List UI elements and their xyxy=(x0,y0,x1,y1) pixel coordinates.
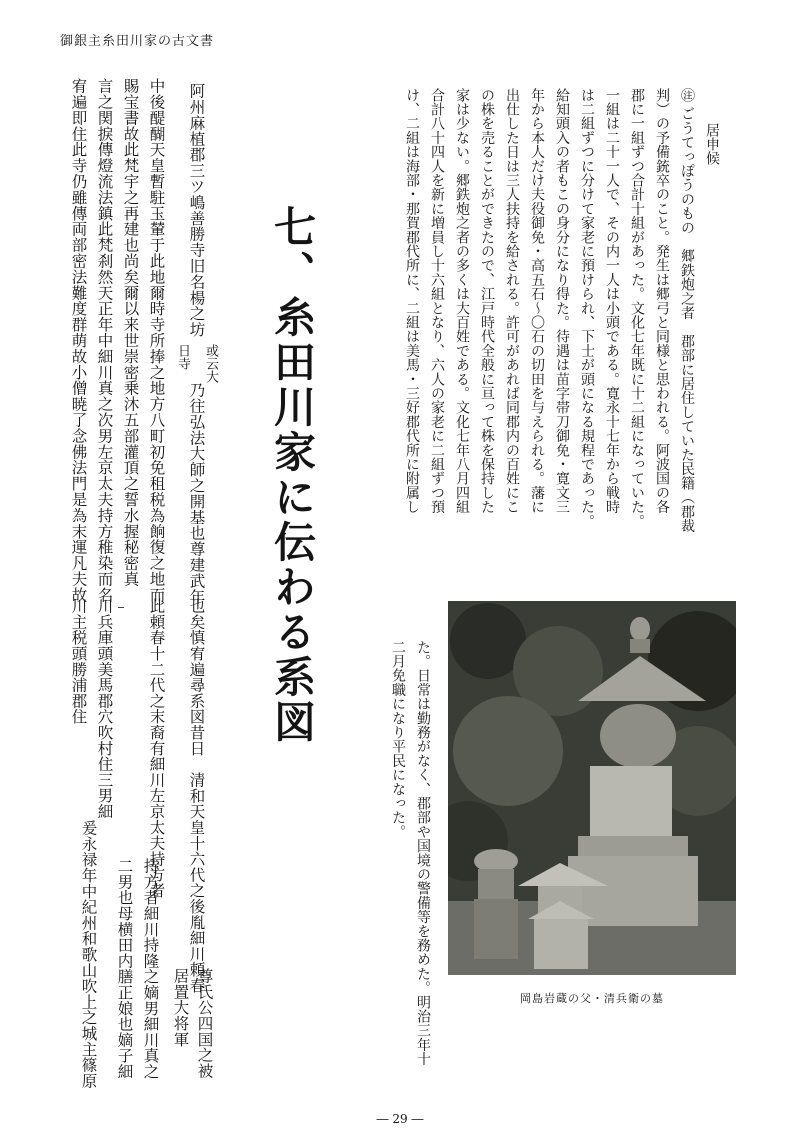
note-col-9: 出仕した日は三人扶持を給される。許可があれば同郡内の百姓にこ xyxy=(504,88,520,514)
note-col-2: ㊟ ごうてっぽうのもの 郷鉄炮之者 郡部に居住していた民籍（郡裁 xyxy=(679,88,695,533)
running-header: 御銀主糸田川家の古文書 xyxy=(60,34,215,49)
genealogy-col-1a: 也矣慎宥遍尋系図昔日 xyxy=(187,598,206,756)
kanbun-col-4: 言之関捩傳燈流法鎮此梵刹然天正年中細川真之次男左京太夫持方稚染而名 xyxy=(95,78,114,603)
genealogy-col-2b: 居置大将軍 xyxy=(171,968,190,1047)
photo-caption: 岡島岩蔵の父・清兵衛の墓 xyxy=(520,992,664,1005)
note-col-11: 家は少ない。郷鉄炮之者の多くは大百姓である。文化七年八月四組 xyxy=(454,88,470,514)
kanbun-col-1-note-a: 或云大 xyxy=(203,344,218,383)
kanbun-col-3: 賜宝書故此梵宇之再建也尚矣爾以来世崇密乗沐五部灌頂之誓水握秘密真 xyxy=(121,78,140,587)
note-col-14: た。日常は勤務がなく、郡部や国境の警備等を務めた。明治三年十 xyxy=(415,640,431,1066)
grave-illustration xyxy=(448,601,736,975)
page-number: ― 29 ― xyxy=(376,1112,424,1126)
kanbun-col-1-top: 阿州麻植郡三ツ嶋善勝寺旧名楊之坊 xyxy=(187,83,206,338)
genealogy-col-4b: 二男也母横田内膳正娘也嫡子細 xyxy=(115,858,134,1080)
genealogy-col-2a: 此頼春十二代之末裔有細川左京太夫持方者 xyxy=(147,598,166,899)
note-col-12: 合計八十四人を新に増員し十六組となり、六人の家老に二組ずつ預 xyxy=(429,88,445,514)
note-col-10: の株を売ることができたので、江戸時代全般に亘って株を保持した xyxy=(479,88,495,514)
genealogy-col-1c: 尊氏公四国之被 xyxy=(195,968,214,1079)
note-col-5: 一組は二十一人で、その内一人は小頭である。寛永十七年から戦時 xyxy=(604,88,620,514)
note-col-6: は二組ずつに分けて家老に預けられ、下士が頭になる規程であった。 xyxy=(579,88,595,529)
genealogy-col-4a: 川兵庫頭美馬郡穴吹村住三男細 xyxy=(95,598,114,820)
kanbun-col-5: 宥遍即住此寺仍雖傳両部密法難度群萌故小僧暁了念佛法門是為末運凡夫故 xyxy=(69,78,88,603)
note-col-13: け、二組は海部・那賀郡代所に、二組は美馬・三好郡代所に附属し xyxy=(404,88,420,514)
note-col-7: 給知頭入の者もこの身分になり得た。待遇は苗字帯刀御免・寛文三 xyxy=(554,88,570,514)
note-col-3: 判）の予備銃卒のこと。発生は郷弓と同様と思われる。阿波国の各 xyxy=(654,88,670,514)
note-col-15: 二月免職になり平民になった。 xyxy=(390,640,406,839)
kanbun-col-2: 中後醍醐天皇暫駐玉輦于此地爾時寺所捧之地方八町初免租税為餉復之地而 xyxy=(147,78,166,603)
kanbun-col-1-note-b: 日寺 xyxy=(175,344,190,370)
kanbun-col-1-rest: 乃往弘法大師之開基也尊建武年 xyxy=(187,382,206,605)
genealogy-col-3a: 持方者細川持隆之嫡男細川真之 xyxy=(141,858,160,1080)
note-col-4: 郡に一組ずつ合計十組があった。文化七年既に十二組になっていた。 xyxy=(629,88,645,529)
note-col-1: 居申候 xyxy=(704,123,720,166)
note-col-8: 年から本人だけ夫役御免・高五石〜〇石の切田を与えられる。藩に xyxy=(529,88,545,514)
genealogy-connector xyxy=(118,607,124,608)
grave-photo xyxy=(448,601,736,975)
genealogy-col-5a: 川主税頭勝浦郡住 xyxy=(69,598,88,725)
genealogy-col-6a: 爰永禄年中紀州和歌山吹上之城主篠原 xyxy=(79,820,98,1089)
genealogy-col-1b: 清和天皇十六代之後胤細川頼春 xyxy=(187,772,206,994)
chapter-title: 七、糸田川家に伝わる系図 xyxy=(268,205,317,745)
